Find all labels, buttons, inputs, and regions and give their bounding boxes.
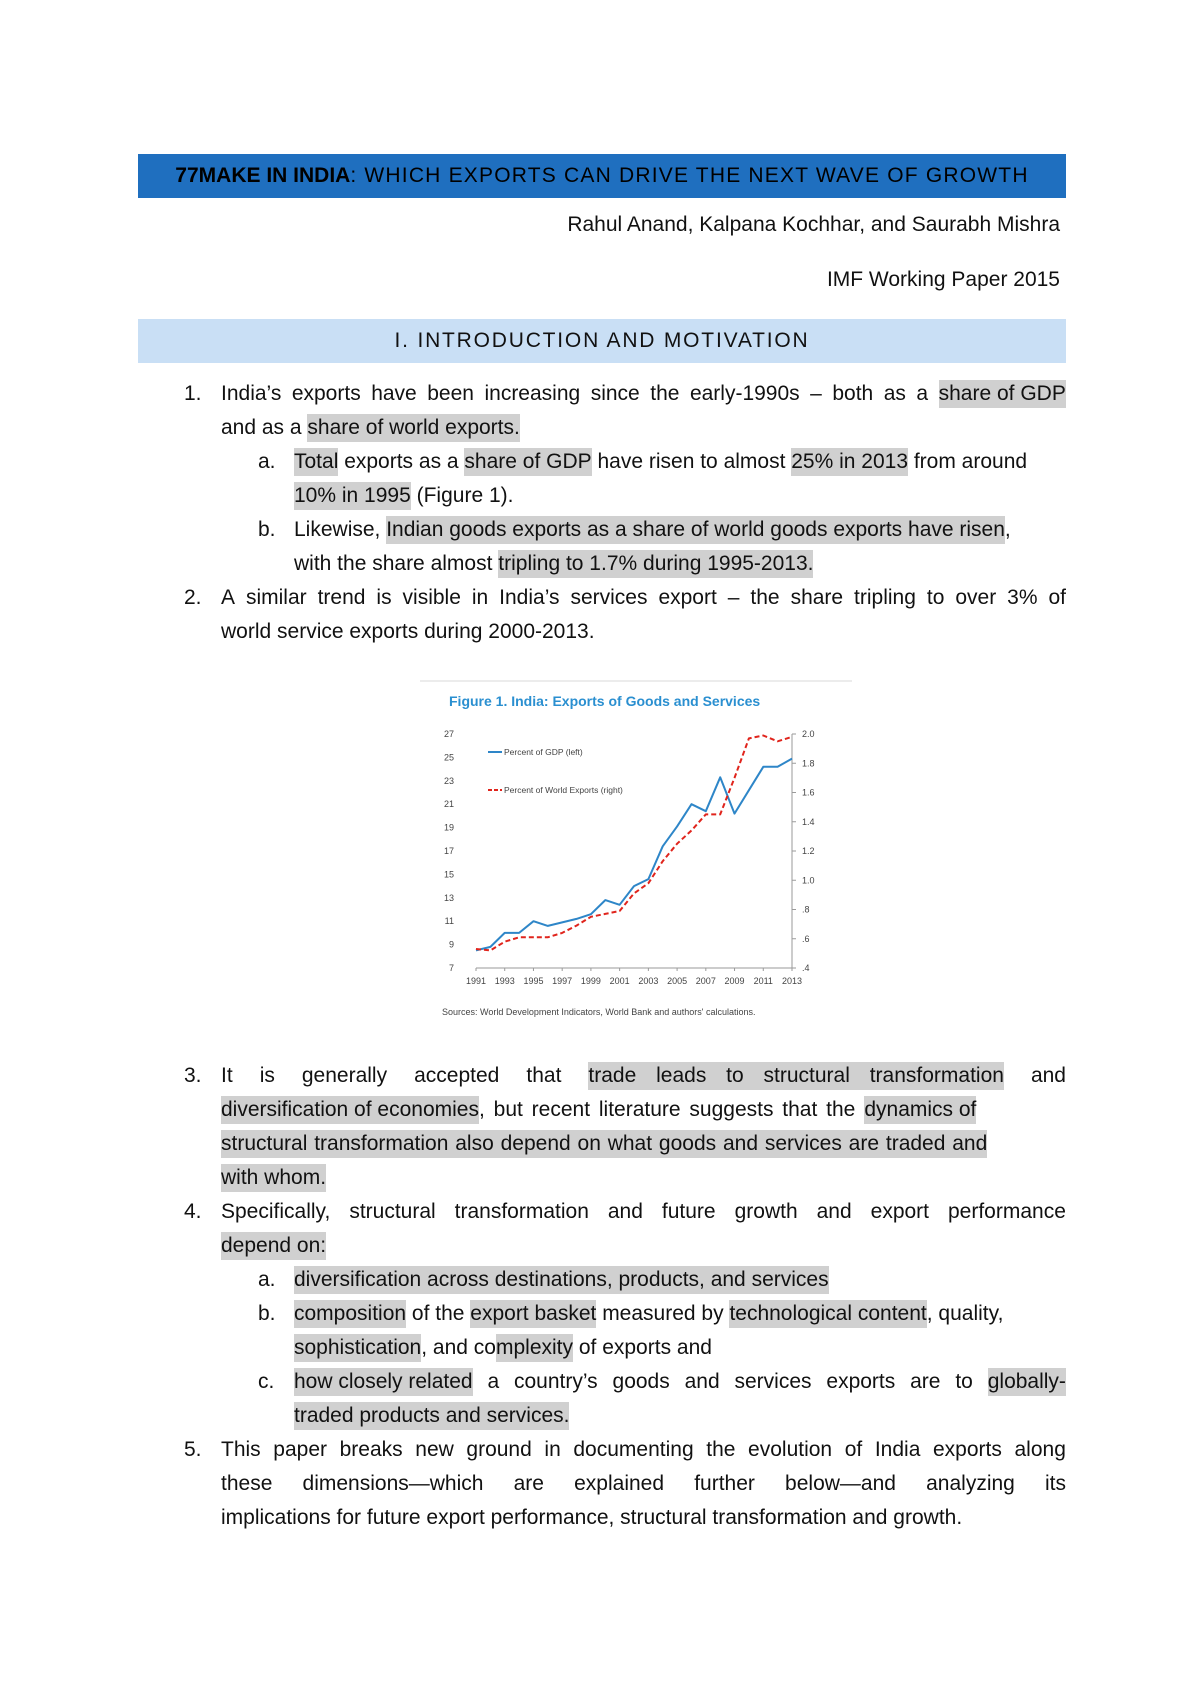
y-right-tick-label: 1.8 xyxy=(802,758,815,769)
list-marker: 4. xyxy=(184,1200,202,1223)
word: structural xyxy=(349,1200,436,1223)
word: is xyxy=(376,586,392,609)
word: of xyxy=(844,1438,863,1461)
word: the xyxy=(750,586,780,609)
word: below—and xyxy=(785,1472,896,1495)
x-tick-label: 2007 xyxy=(695,976,716,986)
title-make-in-india: MAKE IN INDIA xyxy=(198,164,351,187)
word: of xyxy=(1048,586,1066,609)
word: future xyxy=(661,1200,716,1223)
highlighted-phrase: technological content xyxy=(729,1300,926,1328)
figure-1 xyxy=(420,680,852,1022)
word: in xyxy=(544,1438,561,1461)
word: It xyxy=(221,1064,233,1087)
x-tick-label: 1997 xyxy=(552,976,573,986)
text-line xyxy=(294,448,1027,476)
highlighted-phrase: Total xyxy=(294,448,338,476)
text-run: have risen to almost xyxy=(591,450,792,473)
word: and xyxy=(816,1200,852,1223)
text-line xyxy=(221,1130,987,1158)
word: 3% xyxy=(1007,586,1038,609)
y-left-tick-label: 17 xyxy=(443,846,454,856)
word: a xyxy=(916,382,929,405)
highlighted-phrase: share of world exports. xyxy=(307,414,519,442)
word: India xyxy=(874,1438,921,1461)
chart-source: Sources: World Development Indicators, World Bank and authors' calculations. xyxy=(442,1007,756,1017)
word: similar xyxy=(245,586,307,609)
paper-title-bar xyxy=(138,154,1066,198)
word: further xyxy=(694,1472,755,1495)
word: are xyxy=(910,1370,941,1393)
y-left-tick-label: 19 xyxy=(443,822,454,833)
plot-area xyxy=(444,729,815,986)
text-line xyxy=(294,1266,829,1294)
highlighted-phrase: how closely related xyxy=(294,1368,473,1396)
word: have xyxy=(371,382,417,405)
text-line xyxy=(221,1062,1066,1090)
paper-source: IMF Working Paper 2015 xyxy=(826,268,1060,291)
word: along xyxy=(1014,1438,1066,1461)
word: dimensions—which xyxy=(302,1472,484,1495)
word: export xyxy=(870,1200,930,1223)
text-run: world service exports during 2000-2013. xyxy=(221,620,595,643)
text-line xyxy=(294,1368,1066,1396)
word: India’s xyxy=(499,586,560,609)
word: the xyxy=(650,382,680,405)
highlighted-phrase: structural transformation also depend on what goods and services are traded and xyxy=(221,1130,987,1158)
x-tick-label: 2009 xyxy=(724,976,745,986)
word: This xyxy=(221,1438,261,1461)
y-left-tick-label: 15 xyxy=(443,869,454,880)
word: as xyxy=(883,382,906,405)
word: and xyxy=(1030,1064,1066,1087)
y-left-tick-label: 21 xyxy=(443,799,454,810)
chart-title: Figure 1. India: Exports of Goods and Services xyxy=(449,693,761,709)
highlighted-phrase: sophistication xyxy=(294,1334,421,1362)
list-marker: a. xyxy=(258,450,276,473)
list-marker: b. xyxy=(258,518,276,541)
x-tick-label: 1999 xyxy=(580,976,601,986)
y-right-tick-label: .8 xyxy=(802,904,810,915)
word: been xyxy=(427,382,474,405)
text-line xyxy=(221,1504,962,1532)
word: to xyxy=(955,1370,973,1393)
text-line xyxy=(221,1470,1066,1498)
text-run: , xyxy=(1004,518,1011,541)
text-run: of the xyxy=(406,1302,471,1325)
y-right-tick-label: 1.4 xyxy=(802,816,815,827)
highlighted-phrase: 10% in 1995 xyxy=(294,482,411,510)
highlighted-phrase: dynamics of xyxy=(864,1096,976,1124)
highlighted-phrase: tripling to 1.7% during 1995-2013. xyxy=(498,550,813,578)
highlighted-phrase: diversification across destinations, products, and services xyxy=(294,1266,829,1294)
word: country’s xyxy=(514,1370,598,1393)
y-right-tick-label: 1.2 xyxy=(802,846,815,856)
x-tick-label: 2005 xyxy=(667,976,688,986)
word: – xyxy=(727,586,740,609)
highlighted-phrase: traded products and services. xyxy=(294,1402,569,1430)
highlighted-phrase: globally- xyxy=(988,1368,1066,1396)
text-line xyxy=(294,1334,712,1362)
word: over xyxy=(955,586,997,609)
y-right-tick-label: 2.0 xyxy=(802,729,815,739)
word: to xyxy=(926,586,945,609)
y-right-tick-label: 1.6 xyxy=(802,787,815,798)
word: breaks xyxy=(339,1438,403,1461)
highlighted-phrase: mplexity xyxy=(496,1334,573,1362)
list-marker: a. xyxy=(258,1268,276,1291)
x-tick-label: 2011 xyxy=(753,976,773,986)
word: in xyxy=(471,586,489,609)
word: exports xyxy=(933,1438,1002,1461)
text-run: , and co xyxy=(421,1336,496,1359)
title-rest: : WHICH EXPORTS CAN DRIVE THE NEXT WAVE OF GROWTH xyxy=(350,164,1029,187)
list-marker: 3. xyxy=(184,1064,202,1087)
word: explained xyxy=(574,1472,665,1495)
highlighted-phrase: with whom. xyxy=(221,1164,326,1192)
word: exports xyxy=(826,1370,896,1393)
word: accepted xyxy=(414,1064,500,1087)
list-marker: b. xyxy=(258,1302,276,1325)
x-tick-label: 1991 xyxy=(465,976,487,986)
authors: Rahul Anand, Kalpana Kochhar, and Saurabh Mishra xyxy=(567,213,1060,236)
word: these xyxy=(221,1472,273,1495)
word: and xyxy=(607,1200,643,1223)
word: that xyxy=(526,1064,562,1087)
word: visible xyxy=(402,586,461,609)
word: share xyxy=(790,586,844,609)
legend-label: Percent of World Exports (right) xyxy=(504,785,623,795)
word: export xyxy=(658,586,717,609)
text-line xyxy=(221,618,595,646)
word: trend xyxy=(317,586,366,609)
word: evolution xyxy=(748,1438,833,1461)
word: exports xyxy=(291,382,361,405)
section-heading: I. INTRODUCTION AND MOTIVATION xyxy=(138,319,1066,363)
x-tick-label: 2001 xyxy=(609,976,630,986)
text-line xyxy=(294,516,1011,544)
word: India’s xyxy=(221,382,282,405)
highlighted-phrase: diversification of economies xyxy=(221,1096,479,1124)
y-right-tick-label: .6 xyxy=(802,933,810,944)
text-run: Likewise, xyxy=(294,518,387,541)
text-run: from around xyxy=(908,450,1028,473)
y-left-tick-label: 11 xyxy=(444,916,454,927)
x-tick-label: 2003 xyxy=(638,976,659,986)
highlighted-phrase: Indian goods exports as a share of world goods exports have risen xyxy=(386,516,1005,544)
y-left-tick-label: 7 xyxy=(448,963,454,973)
word: services xyxy=(734,1370,812,1393)
text-line xyxy=(221,1096,976,1124)
text-line xyxy=(294,1402,569,1430)
highlighted-phrase: export basket xyxy=(470,1300,596,1328)
text-line xyxy=(221,1232,326,1260)
text-run: (Figure 1). xyxy=(410,484,514,507)
x-tick-label: 1993 xyxy=(494,976,515,986)
y-left-tick-label: 23 xyxy=(443,775,454,786)
word: A xyxy=(221,586,236,609)
y-left-tick-label: 9 xyxy=(448,939,454,950)
text-line xyxy=(294,482,513,510)
word: early-1990s xyxy=(689,382,800,405)
word: documenting xyxy=(573,1438,694,1461)
y-left-tick-label: 13 xyxy=(443,892,454,903)
series-line-world-exports xyxy=(476,736,792,951)
word: – xyxy=(810,382,822,405)
list-marker: 2. xyxy=(184,586,202,609)
word: increasing xyxy=(484,382,581,405)
y-left-tick-label: 27 xyxy=(443,729,454,739)
word: a xyxy=(487,1370,500,1393)
x-tick-label: 1995 xyxy=(523,976,544,986)
word: both xyxy=(832,382,874,405)
word: Specifically, xyxy=(221,1200,331,1223)
word: ground xyxy=(466,1438,532,1461)
word: transformation xyxy=(454,1200,589,1223)
word: services xyxy=(570,586,648,609)
text-run: of exports and xyxy=(573,1336,712,1359)
text-line xyxy=(221,414,526,442)
word: tripling xyxy=(854,586,916,609)
word: analyzing xyxy=(926,1472,1015,1495)
highlighted-phrase: composition xyxy=(294,1300,406,1328)
word: generally xyxy=(301,1064,388,1087)
word: growth xyxy=(734,1200,798,1223)
text-run: exports as a xyxy=(338,450,465,473)
highlighted-phrase: trade leads to structural transformation xyxy=(588,1062,1004,1090)
list-marker: 5. xyxy=(184,1438,202,1461)
word: is xyxy=(259,1064,275,1087)
x-tick-label: 2013 xyxy=(781,976,803,986)
y-right-tick-label: .4 xyxy=(802,963,810,973)
y-left-tick-label: 25 xyxy=(443,752,454,763)
text-line xyxy=(221,380,1066,408)
word: since xyxy=(590,382,640,405)
text-run: , but recent literature suggests that the xyxy=(478,1098,856,1121)
text-run: , quality, xyxy=(926,1302,1004,1325)
highlighted-phrase: share of GDP xyxy=(939,380,1066,408)
text-line xyxy=(221,1164,326,1192)
text-run: measured by xyxy=(596,1302,730,1325)
word: paper xyxy=(273,1438,328,1461)
title-number: 77 xyxy=(175,164,199,187)
text-line xyxy=(221,584,1066,612)
text-run: with the share almost xyxy=(294,552,499,575)
highlighted-phrase: 25% in 2013 xyxy=(791,448,908,476)
word: new xyxy=(415,1438,454,1461)
word: the xyxy=(706,1438,736,1461)
text-run: and as a xyxy=(221,416,308,439)
text-line xyxy=(221,1198,1066,1226)
text-line xyxy=(294,550,813,578)
text-line xyxy=(294,1300,1003,1328)
y-right-tick-label: 1.0 xyxy=(802,875,815,886)
list-marker: c. xyxy=(258,1370,275,1393)
word: its xyxy=(1045,1472,1066,1495)
word: performance xyxy=(948,1200,1066,1223)
text-line xyxy=(221,1436,1066,1464)
list-marker: 1. xyxy=(184,382,202,405)
text-run: implications for future export performance, structural transformation and growth. xyxy=(221,1506,963,1529)
exports-chart xyxy=(420,680,852,1022)
word: are xyxy=(513,1472,544,1495)
legend-label: Percent of GDP (left) xyxy=(504,747,583,757)
word: goods xyxy=(612,1370,670,1393)
highlighted-phrase: depend on: xyxy=(221,1232,326,1260)
word: and xyxy=(684,1370,720,1393)
highlighted-phrase: share of GDP xyxy=(464,448,591,476)
